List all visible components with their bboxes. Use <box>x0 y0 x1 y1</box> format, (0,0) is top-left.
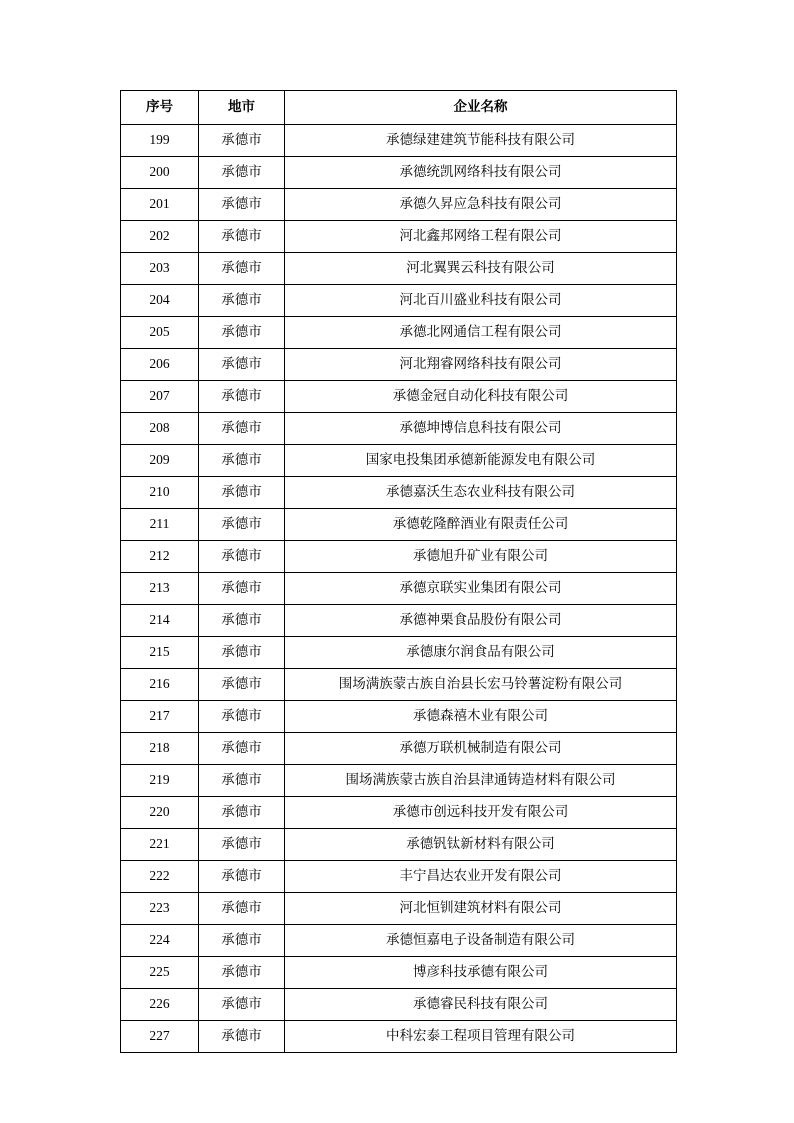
table-row <box>121 989 677 1021</box>
cell-index: 222 <box>121 861 199 893</box>
table-row <box>121 829 677 861</box>
cell-index: 210 <box>121 477 199 509</box>
table-row <box>121 349 677 381</box>
cell-enterprise-name: 承德旭升矿业有限公司 <box>285 541 677 573</box>
cell-enterprise-name: 承德统凯网络科技有限公司 <box>285 157 677 189</box>
table-row <box>121 733 677 765</box>
column-header-enterprise-name: 企业名称 <box>285 91 677 125</box>
cell-enterprise-name: 承德绿建建筑节能科技有限公司 <box>285 125 677 157</box>
table-row <box>121 189 677 221</box>
cell-index: 200 <box>121 157 199 189</box>
cell-city: 承德市 <box>199 285 285 317</box>
cell-enterprise-name: 承德久昇应急科技有限公司 <box>285 189 677 221</box>
cell-city: 承德市 <box>199 637 285 669</box>
cell-index: 207 <box>121 381 199 413</box>
cell-index: 205 <box>121 317 199 349</box>
cell-city: 承德市 <box>199 733 285 765</box>
cell-city: 承德市 <box>199 541 285 573</box>
cell-city: 承德市 <box>199 189 285 221</box>
cell-city: 承德市 <box>199 445 285 477</box>
table-row <box>121 957 677 989</box>
table-row <box>121 605 677 637</box>
cell-city: 承德市 <box>199 125 285 157</box>
cell-enterprise-name: 河北翔睿网络科技有限公司 <box>285 349 677 381</box>
cell-enterprise-name: 承德神栗食品股份有限公司 <box>285 605 677 637</box>
cell-city: 承德市 <box>199 669 285 701</box>
cell-city: 承德市 <box>199 349 285 381</box>
table-row <box>121 861 677 893</box>
cell-index: 217 <box>121 701 199 733</box>
cell-index: 213 <box>121 573 199 605</box>
table-row <box>121 445 677 477</box>
cell-city: 承德市 <box>199 797 285 829</box>
cell-city: 承德市 <box>199 573 285 605</box>
table-header-row <box>121 91 677 125</box>
table-row <box>121 317 677 349</box>
table-row <box>121 125 677 157</box>
table-row <box>121 221 677 253</box>
cell-enterprise-name: 承德嘉沃生态农业科技有限公司 <box>285 477 677 509</box>
cell-city: 承德市 <box>199 317 285 349</box>
cell-enterprise-name: 承德康尔润食品有限公司 <box>285 637 677 669</box>
table-row <box>121 893 677 925</box>
cell-index: 208 <box>121 413 199 445</box>
table-row <box>121 253 677 285</box>
table-row <box>121 381 677 413</box>
cell-city: 承德市 <box>199 509 285 541</box>
cell-index: 206 <box>121 349 199 381</box>
cell-city: 承德市 <box>199 893 285 925</box>
table-row <box>121 925 677 957</box>
cell-index: 201 <box>121 189 199 221</box>
cell-index: 211 <box>121 509 199 541</box>
cell-city: 承德市 <box>199 957 285 989</box>
column-header-city: 地市 <box>199 91 285 125</box>
cell-index: 214 <box>121 605 199 637</box>
cell-city: 承德市 <box>199 381 285 413</box>
cell-city: 承德市 <box>199 989 285 1021</box>
cell-city: 承德市 <box>199 413 285 445</box>
cell-city: 承德市 <box>199 861 285 893</box>
table-header <box>121 91 677 125</box>
cell-enterprise-name: 承德金冠自动化科技有限公司 <box>285 381 677 413</box>
table-row <box>121 157 677 189</box>
cell-city: 承德市 <box>199 1021 285 1053</box>
column-header-index: 序号 <box>121 91 199 125</box>
cell-enterprise-name: 承德北网通信工程有限公司 <box>285 317 677 349</box>
cell-index: 209 <box>121 445 199 477</box>
cell-city: 承德市 <box>199 925 285 957</box>
cell-city: 承德市 <box>199 765 285 797</box>
table-row <box>121 1021 677 1053</box>
cell-enterprise-name: 承德森禧木业有限公司 <box>285 701 677 733</box>
cell-enterprise-name: 围场满族蒙古族自治县长宏马铃薯淀粉有限公司 <box>285 669 677 701</box>
cell-enterprise-name: 丰宁昌达农业开发有限公司 <box>285 861 677 893</box>
cell-city: 承德市 <box>199 477 285 509</box>
cell-enterprise-name: 河北恒钏建筑材料有限公司 <box>285 893 677 925</box>
table-row <box>121 637 677 669</box>
enterprise-table <box>120 90 677 1053</box>
table-row <box>121 509 677 541</box>
table-row <box>121 701 677 733</box>
cell-enterprise-name: 河北翼巽云科技有限公司 <box>285 253 677 285</box>
cell-enterprise-name: 河北百川盛业科技有限公司 <box>285 285 677 317</box>
cell-enterprise-name: 承德乾隆醉酒业有限责任公司 <box>285 509 677 541</box>
cell-city: 承德市 <box>199 221 285 253</box>
cell-city: 承德市 <box>199 157 285 189</box>
cell-city: 承德市 <box>199 829 285 861</box>
cell-index: 199 <box>121 125 199 157</box>
cell-index: 223 <box>121 893 199 925</box>
cell-enterprise-name: 承德钒钛新材料有限公司 <box>285 829 677 861</box>
cell-index: 221 <box>121 829 199 861</box>
cell-index: 227 <box>121 1021 199 1053</box>
cell-index: 220 <box>121 797 199 829</box>
table-row <box>121 541 677 573</box>
cell-enterprise-name: 承德睿民科技有限公司 <box>285 989 677 1021</box>
table-body <box>121 125 677 1053</box>
cell-index: 226 <box>121 989 199 1021</box>
table-row <box>121 573 677 605</box>
cell-enterprise-name: 承德坤博信息科技有限公司 <box>285 413 677 445</box>
cell-enterprise-name: 中科宏泰工程项目管理有限公司 <box>285 1021 677 1053</box>
cell-index: 202 <box>121 221 199 253</box>
cell-enterprise-name: 博彦科技承德有限公司 <box>285 957 677 989</box>
cell-enterprise-name: 承德市创远科技开发有限公司 <box>285 797 677 829</box>
cell-index: 224 <box>121 925 199 957</box>
table-row <box>121 413 677 445</box>
cell-enterprise-name: 承德京联实业集团有限公司 <box>285 573 677 605</box>
cell-enterprise-name: 承德万联机械制造有限公司 <box>285 733 677 765</box>
table-row <box>121 285 677 317</box>
table-row <box>121 797 677 829</box>
cell-city: 承德市 <box>199 701 285 733</box>
cell-index: 204 <box>121 285 199 317</box>
table-row <box>121 477 677 509</box>
cell-enterprise-name: 围场满族蒙古族自治县津通铸造材料有限公司 <box>285 765 677 797</box>
cell-enterprise-name: 国家电投集团承德新能源发电有限公司 <box>285 445 677 477</box>
cell-index: 212 <box>121 541 199 573</box>
cell-index: 215 <box>121 637 199 669</box>
cell-city: 承德市 <box>199 605 285 637</box>
cell-enterprise-name: 河北鑫邦网络工程有限公司 <box>285 221 677 253</box>
cell-city: 承德市 <box>199 253 285 285</box>
cell-index: 216 <box>121 669 199 701</box>
cell-index: 218 <box>121 733 199 765</box>
cell-index: 219 <box>121 765 199 797</box>
cell-enterprise-name: 承德恒嘉电子设备制造有限公司 <box>285 925 677 957</box>
cell-index: 225 <box>121 957 199 989</box>
table-row <box>121 765 677 797</box>
cell-index: 203 <box>121 253 199 285</box>
table-row <box>121 669 677 701</box>
